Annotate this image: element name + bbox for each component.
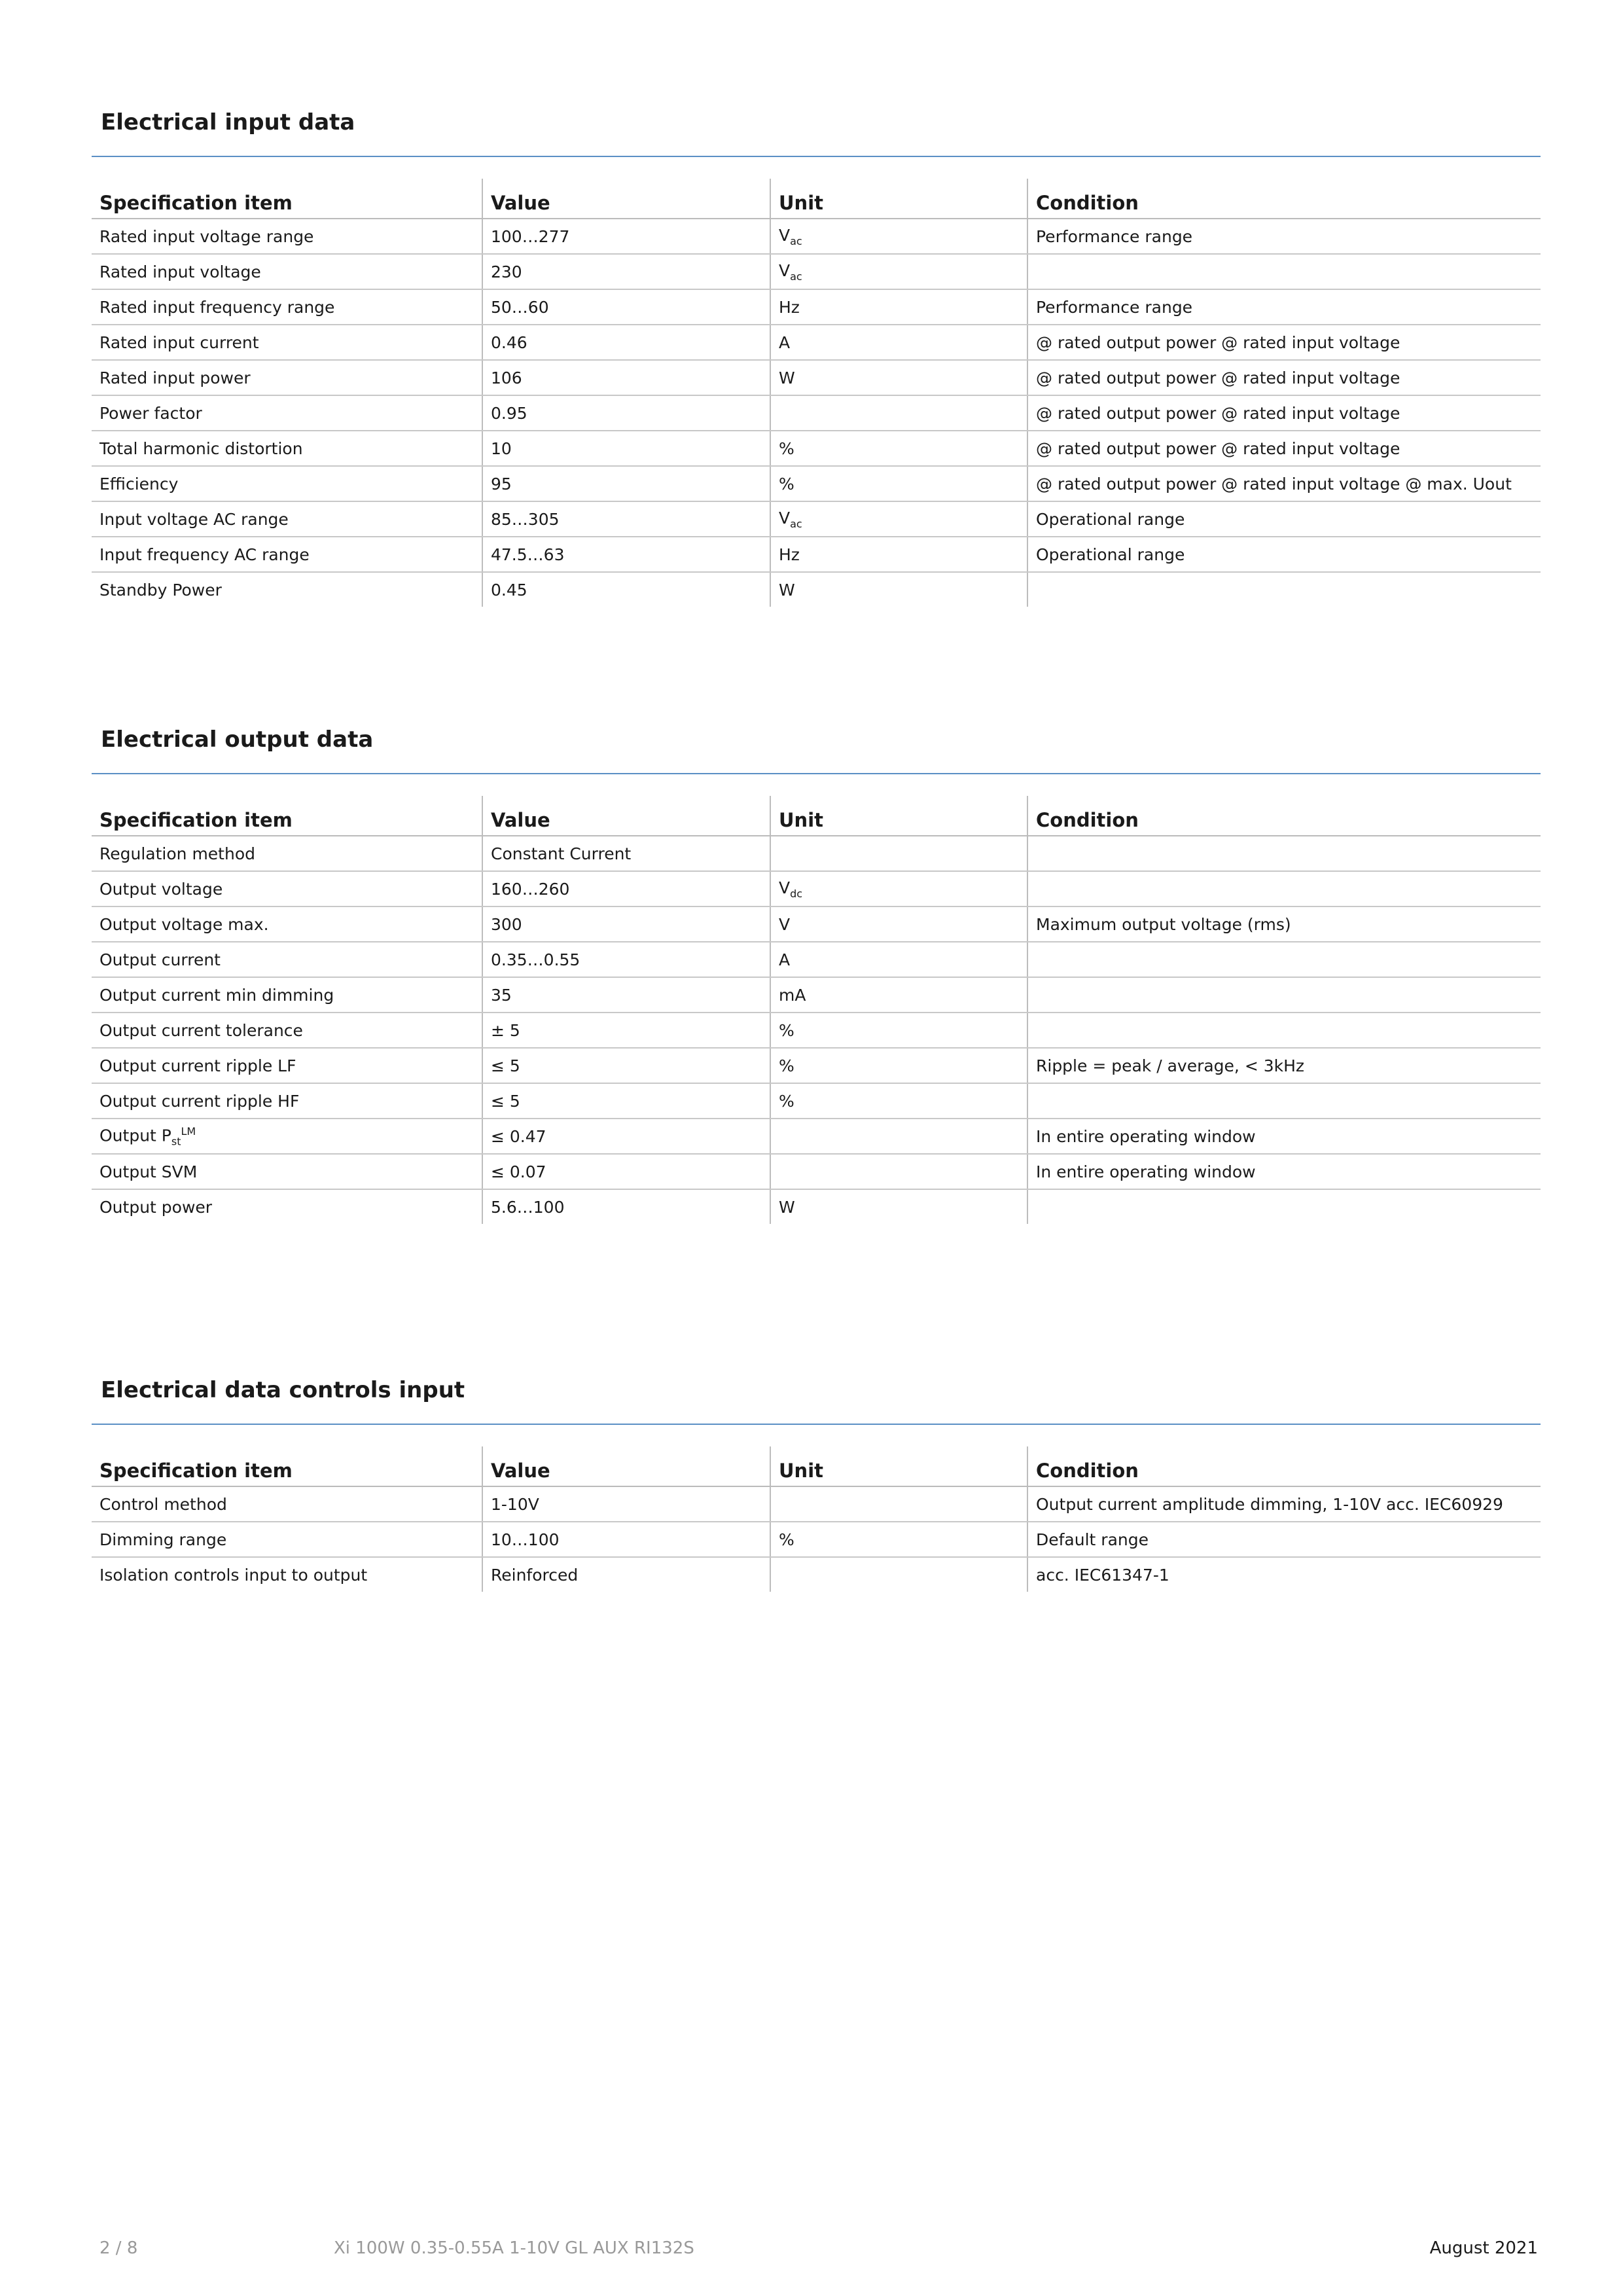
cell-item <box>92 871 482 906</box>
cell-condition: acc. IEC61347-1 <box>1027 1557 1541 1592</box>
cell-value: 95 <box>482 466 770 501</box>
cell-unit <box>770 1189 1027 1224</box>
item-text: Isolation controls input to output <box>99 1565 368 1585</box>
cell-item <box>92 1119 482 1154</box>
title-divider <box>92 1424 1541 1425</box>
item-superscript: LM <box>181 1124 196 1138</box>
cell-item <box>92 1048 482 1083</box>
cell-item <box>92 325 482 360</box>
cell-value: 106 <box>482 360 770 395</box>
unit-text: mA <box>779 985 806 1005</box>
cell-item <box>92 977 482 1013</box>
header-unit: Unit <box>770 796 1027 836</box>
unit-text: V <box>779 914 791 934</box>
section-electrical-input <box>92 105 1541 607</box>
unit-text: % <box>779 1056 794 1075</box>
cell-item <box>92 1154 482 1189</box>
cell-condition: @ rated output power @ rated input voltage <box>1027 325 1541 360</box>
cell-unit <box>770 1119 1027 1154</box>
item-text: Output voltage <box>99 879 223 899</box>
section-electrical-output <box>92 722 1541 1224</box>
table-row <box>92 1486 1541 1522</box>
cell-condition <box>1027 572 1541 607</box>
unit-subscript: ac <box>790 234 802 247</box>
cell-item <box>92 1083 482 1119</box>
item-text: Dimming range <box>99 1530 227 1549</box>
unit-text: % <box>779 1091 794 1111</box>
cell-value: ≤ 0.07 <box>482 1154 770 1189</box>
section-title: Electrical data controls input <box>101 1377 465 1403</box>
unit-text: V <box>779 260 791 280</box>
table-row <box>92 1083 1541 1119</box>
header-unit: Unit <box>770 179 1027 219</box>
cell-condition <box>1027 1083 1541 1119</box>
table-row <box>92 1557 1541 1592</box>
unit-text: A <box>779 332 791 352</box>
cell-value: 35 <box>482 977 770 1013</box>
cell-unit <box>770 1557 1027 1592</box>
table-row <box>92 325 1541 360</box>
item-text: Regulation method <box>99 844 255 863</box>
cell-condition <box>1027 254 1541 289</box>
item-text: Output SVM <box>99 1162 198 1181</box>
table-row <box>92 289 1541 325</box>
item-text: Input frequency AC range <box>99 545 310 564</box>
cell-condition: Default range <box>1027 1522 1541 1557</box>
cell-unit <box>770 942 1027 977</box>
cell-unit <box>770 395 1027 431</box>
item-text: Rated input current <box>99 332 259 352</box>
cell-condition: Maximum output voltage (rms) <box>1027 906 1541 942</box>
cell-unit <box>770 906 1027 942</box>
cell-unit <box>770 431 1027 466</box>
cell-value: 0.46 <box>482 325 770 360</box>
cell-condition: @ rated output power @ rated input voltage <box>1027 431 1541 466</box>
cell-condition: Ripple = peak / average, < 3kHz <box>1027 1048 1541 1083</box>
cell-item <box>92 836 482 871</box>
cell-condition: Operational range <box>1027 537 1541 572</box>
header-value: Value <box>482 796 770 836</box>
cell-value: ± 5 <box>482 1013 770 1048</box>
table-row <box>92 1013 1541 1048</box>
product-name: Xi 100W 0.35-0.55A 1-10V GL AUX RI132S <box>334 2238 694 2258</box>
table-header-row <box>92 796 1541 836</box>
item-text: Rated input power <box>99 368 251 387</box>
item-text: Output power <box>99 1197 213 1217</box>
table-row <box>92 906 1541 942</box>
cell-unit <box>770 977 1027 1013</box>
cell-value: 300 <box>482 906 770 942</box>
cell-condition: @ rated output power @ rated input voltage <box>1027 395 1541 431</box>
item-text: Efficiency <box>99 474 179 493</box>
cell-unit <box>770 501 1027 537</box>
item-text: Output current min dimming <box>99 985 334 1005</box>
table-row <box>92 501 1541 537</box>
cell-item <box>92 395 482 431</box>
cell-value: 0.95 <box>482 395 770 431</box>
header-value: Value <box>482 179 770 219</box>
table-row <box>92 219 1541 254</box>
table-row <box>92 871 1541 906</box>
header-unit: Unit <box>770 1446 1027 1486</box>
cell-value: Reinforced <box>482 1557 770 1592</box>
item-text: Rated input voltage range <box>99 226 314 246</box>
cell-value: 10 <box>482 431 770 466</box>
unit-text: A <box>779 950 791 969</box>
cell-value: ≤ 0.47 <box>482 1119 770 1154</box>
header-condition: Condition <box>1027 1446 1541 1486</box>
cell-value: ≤ 5 <box>482 1048 770 1083</box>
unit-text: W <box>779 368 795 387</box>
page-footer <box>0 2238 1623 2265</box>
cell-item <box>92 289 482 325</box>
unit-text: Hz <box>779 297 800 317</box>
cell-value: 230 <box>482 254 770 289</box>
cell-condition <box>1027 1189 1541 1224</box>
unit-subscript: ac <box>790 517 802 530</box>
cell-value: ≤ 5 <box>482 1083 770 1119</box>
item-text: Total harmonic distortion <box>99 439 303 458</box>
cell-value: 5.6…100 <box>482 1189 770 1224</box>
item-text: Power factor <box>99 403 202 423</box>
unit-subscript: ac <box>790 270 802 283</box>
unit-text: W <box>779 1197 795 1217</box>
item-text: Input voltage AC range <box>99 509 289 529</box>
cell-condition: Operational range <box>1027 501 1541 537</box>
header-item: Specification item <box>92 179 482 219</box>
section-title: Electrical input data <box>101 109 355 135</box>
section-electrical-controls <box>92 1372 1541 1592</box>
unit-subscript: dc <box>790 887 803 900</box>
cell-value: 50…60 <box>482 289 770 325</box>
item-text: Rated input frequency range <box>99 297 335 317</box>
unit-text: % <box>779 439 794 458</box>
unit-text: W <box>779 580 795 600</box>
table-row <box>92 466 1541 501</box>
cell-value: 160…260 <box>482 871 770 906</box>
item-text: Output current ripple LF <box>99 1056 296 1075</box>
cell-unit <box>770 219 1027 254</box>
cell-unit <box>770 1522 1027 1557</box>
cell-unit <box>770 325 1027 360</box>
cell-item <box>92 1557 482 1592</box>
cell-value: 10…100 <box>482 1522 770 1557</box>
cell-value: 47.5…63 <box>482 537 770 572</box>
cell-condition: In entire operating window <box>1027 1119 1541 1154</box>
item-text: Control method <box>99 1494 227 1514</box>
cell-unit <box>770 836 1027 871</box>
item-text: Output current ripple HF <box>99 1091 300 1111</box>
cell-item <box>92 501 482 537</box>
title-divider <box>92 156 1541 157</box>
cell-unit <box>770 1083 1027 1119</box>
table-row <box>92 572 1541 607</box>
cell-unit <box>770 1154 1027 1189</box>
cell-condition: @ rated output power @ rated input voltage <box>1027 360 1541 395</box>
table-row <box>92 395 1541 431</box>
header-value: Value <box>482 1446 770 1486</box>
unit-text: % <box>779 1530 794 1549</box>
cell-unit <box>770 360 1027 395</box>
table-row <box>92 977 1541 1013</box>
header-condition: Condition <box>1027 796 1541 836</box>
cell-unit <box>770 572 1027 607</box>
cell-value: 100…277 <box>482 219 770 254</box>
cell-unit <box>770 537 1027 572</box>
cell-condition: Performance range <box>1027 289 1541 325</box>
header-item: Specification item <box>92 796 482 836</box>
cell-item <box>92 219 482 254</box>
table-row <box>92 431 1541 466</box>
cell-item <box>92 1486 482 1522</box>
cell-condition <box>1027 942 1541 977</box>
cell-value: 0.35…0.55 <box>482 942 770 977</box>
section-title: Electrical output data <box>101 726 374 753</box>
cell-value: 0.45 <box>482 572 770 607</box>
table-header-row <box>92 179 1541 219</box>
cell-condition: Performance range <box>1027 219 1541 254</box>
cell-condition <box>1027 836 1541 871</box>
table-row <box>92 1189 1541 1224</box>
cell-item <box>92 906 482 942</box>
unit-text: V <box>779 508 791 528</box>
cell-value: 85…305 <box>482 501 770 537</box>
table-row <box>92 254 1541 289</box>
cell-condition <box>1027 977 1541 1013</box>
table-row <box>92 942 1541 977</box>
cell-unit <box>770 871 1027 906</box>
cell-condition: @ rated output power @ rated input voltage @ max. Uout <box>1027 466 1541 501</box>
cell-condition <box>1027 1013 1541 1048</box>
item-text: Output voltage max. <box>99 914 269 934</box>
table-row <box>92 836 1541 871</box>
spec-table <box>92 796 1541 1224</box>
item-subscript: st <box>171 1135 181 1148</box>
document-date: August 2021 <box>1429 2238 1538 2258</box>
table-row <box>92 1154 1541 1189</box>
header-item: Specification item <box>92 1446 482 1486</box>
spec-table <box>92 179 1541 607</box>
unit-text: Hz <box>779 545 800 564</box>
unit-text: % <box>779 1020 794 1040</box>
item-text: Standby Power <box>99 580 222 600</box>
cell-unit <box>770 289 1027 325</box>
cell-unit <box>770 1048 1027 1083</box>
cell-unit <box>770 254 1027 289</box>
cell-item <box>92 1522 482 1557</box>
cell-item <box>92 466 482 501</box>
cell-item <box>92 537 482 572</box>
table-header-row <box>92 1446 1541 1486</box>
cell-unit <box>770 466 1027 501</box>
cell-condition: Output current amplitude dimming, 1-10V acc. IEC60929 <box>1027 1486 1541 1522</box>
item-text: Output P <box>99 1126 171 1145</box>
cell-item <box>92 360 482 395</box>
cell-condition <box>1027 871 1541 906</box>
table-row <box>92 360 1541 395</box>
cell-item <box>92 572 482 607</box>
table-row <box>92 537 1541 572</box>
cell-item <box>92 1013 482 1048</box>
cell-condition: In entire operating window <box>1027 1154 1541 1189</box>
header-condition: Condition <box>1027 179 1541 219</box>
cell-unit <box>770 1013 1027 1048</box>
cell-item <box>92 1189 482 1224</box>
page-number: 2 / 8 <box>99 2238 138 2258</box>
cell-value: 1-10V <box>482 1486 770 1522</box>
cell-unit <box>770 1486 1027 1522</box>
cell-item <box>92 431 482 466</box>
item-text: Output current <box>99 950 221 969</box>
cell-item <box>92 942 482 977</box>
spec-table <box>92 1446 1541 1592</box>
unit-text: % <box>779 474 794 493</box>
cell-value: Constant Current <box>482 836 770 871</box>
item-text: Rated input voltage <box>99 262 261 281</box>
unit-text: V <box>779 225 791 245</box>
cell-item <box>92 254 482 289</box>
item-text: Output current tolerance <box>99 1020 303 1040</box>
unit-text: V <box>779 878 791 897</box>
table-row <box>92 1522 1541 1557</box>
table-row <box>92 1048 1541 1083</box>
table-row <box>92 1119 1541 1154</box>
title-divider <box>92 773 1541 774</box>
